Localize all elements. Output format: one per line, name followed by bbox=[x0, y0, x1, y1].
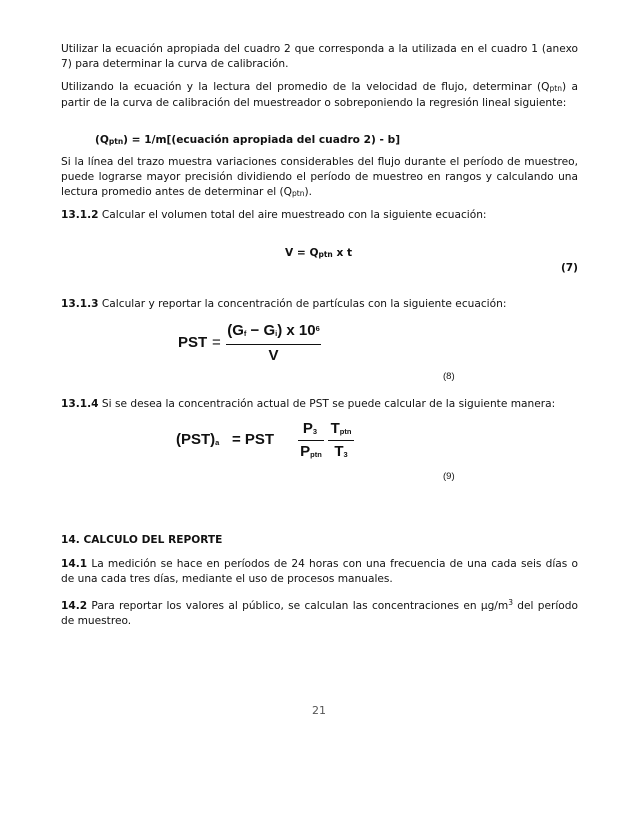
fraction1-denominator bbox=[297, 443, 325, 460]
fraction2-numerator bbox=[325, 420, 357, 437]
equation-number-7: (7) bbox=[560, 262, 578, 274]
text: Para reportar los valores al público, se calculan las concentraciones en bbox=[87, 600, 481, 612]
text: P bbox=[300, 443, 311, 460]
unit: μg/m bbox=[480, 600, 509, 612]
text: ). bbox=[304, 186, 312, 198]
text: Si la línea del trazo muestra variaciones considerables del flujo durante el período de muestreo, puede lograrse mayor precisión dividiendo el período de muestreo en rangos y calculando una lectura promedio antes de determinar el (Q bbox=[61, 156, 578, 198]
subscript: 3 bbox=[312, 427, 318, 436]
text: − G bbox=[246, 322, 276, 339]
fraction-bar bbox=[298, 440, 324, 441]
pst-denominator: V bbox=[268, 347, 279, 364]
section-13-1-4 bbox=[61, 397, 578, 412]
text: ) a partir de la curva de calibración del muestreador o sobreponiendo la regresión lineal siguiente: bbox=[61, 81, 579, 109]
text: ) x 10 bbox=[277, 322, 316, 339]
subscript: ptn bbox=[108, 137, 124, 146]
fraction-bar bbox=[328, 440, 354, 441]
text: del período de muestreo. bbox=[61, 600, 578, 627]
equation-volume bbox=[285, 246, 352, 262]
text: ) = 1/m[(ecuación apropiada del cuadro 2) - b] bbox=[123, 134, 401, 146]
section-14-1 bbox=[61, 557, 578, 587]
superscript: 3 bbox=[508, 598, 513, 607]
text: Utilizando la ecuación y la lectura del promedio de la velocidad de flujo, determinar (Q bbox=[61, 81, 550, 93]
pst-lhs: PST bbox=[178, 334, 208, 351]
text: (PST) bbox=[176, 431, 216, 448]
subscript: ptn bbox=[549, 84, 562, 93]
fraction2-denominator bbox=[328, 443, 354, 460]
subscript: i bbox=[275, 329, 278, 338]
section-13-1-3 bbox=[61, 297, 578, 312]
paragraph-flow-rate bbox=[61, 80, 578, 111]
subscript: a bbox=[215, 438, 220, 447]
section-13-1-2 bbox=[61, 208, 578, 223]
text: x t bbox=[332, 247, 353, 259]
section-14-2 bbox=[61, 595, 578, 629]
text: Calcular y reportar la concentración de partículas con la siguiente ecuación: bbox=[98, 298, 507, 310]
pst-actual-equals: = PST bbox=[232, 431, 275, 448]
text: Calcular el volumen total del aire muestreado con la siguiente ecuación: bbox=[98, 209, 487, 221]
section-number: 14.1 bbox=[61, 558, 88, 570]
subscript: ptn bbox=[318, 250, 333, 259]
section-number: 13.1.2 bbox=[61, 209, 99, 221]
heading-14: 14. CALCULO DEL REPORTE bbox=[61, 534, 223, 546]
text: La medición se hace en períodos de 24 horas con una frecuencia de una cada seis días o de una cada tres días, mediante el uso de procesos manuales. bbox=[61, 558, 578, 585]
equation-number-9: (9) bbox=[443, 471, 455, 482]
section-number: 13.1.3 bbox=[61, 298, 99, 310]
paragraph-flow-variation bbox=[61, 155, 578, 201]
superscript: 6 bbox=[315, 324, 320, 333]
fraction1-numerator bbox=[299, 420, 321, 437]
paragraph-calibration: Utilizar la ecuación apropiada del cuadro 2 que corresponda a la utilizada en el cuadro 1 (anexo 7) para determinar la curva de calibración. bbox=[61, 43, 578, 70]
subscript: ptn bbox=[339, 427, 352, 436]
text: T bbox=[334, 443, 344, 460]
text: V = Q bbox=[285, 247, 319, 259]
subscript: 3 bbox=[343, 450, 348, 459]
section-number: 13.1.4 bbox=[61, 398, 99, 410]
pst-actual-lhs bbox=[176, 431, 219, 448]
subscript: ptn bbox=[310, 450, 322, 459]
text: P bbox=[302, 420, 313, 437]
pst-numerator bbox=[226, 322, 321, 339]
equation-number-8: (8) bbox=[443, 371, 455, 382]
equation-qptn bbox=[95, 133, 400, 149]
fraction-bar bbox=[226, 344, 321, 345]
pst-equals: = bbox=[212, 334, 221, 351]
text: T bbox=[330, 420, 340, 437]
text: (Q bbox=[95, 134, 109, 146]
subscript: ptn bbox=[292, 189, 305, 198]
text: (G bbox=[227, 322, 244, 339]
text: Si se desea la concentración actual de PST se puede calcular de la siguiente manera: bbox=[98, 398, 556, 410]
page-number: 21 bbox=[312, 704, 326, 717]
subscript: f bbox=[243, 329, 247, 338]
section-number: 14.2 bbox=[61, 600, 88, 612]
